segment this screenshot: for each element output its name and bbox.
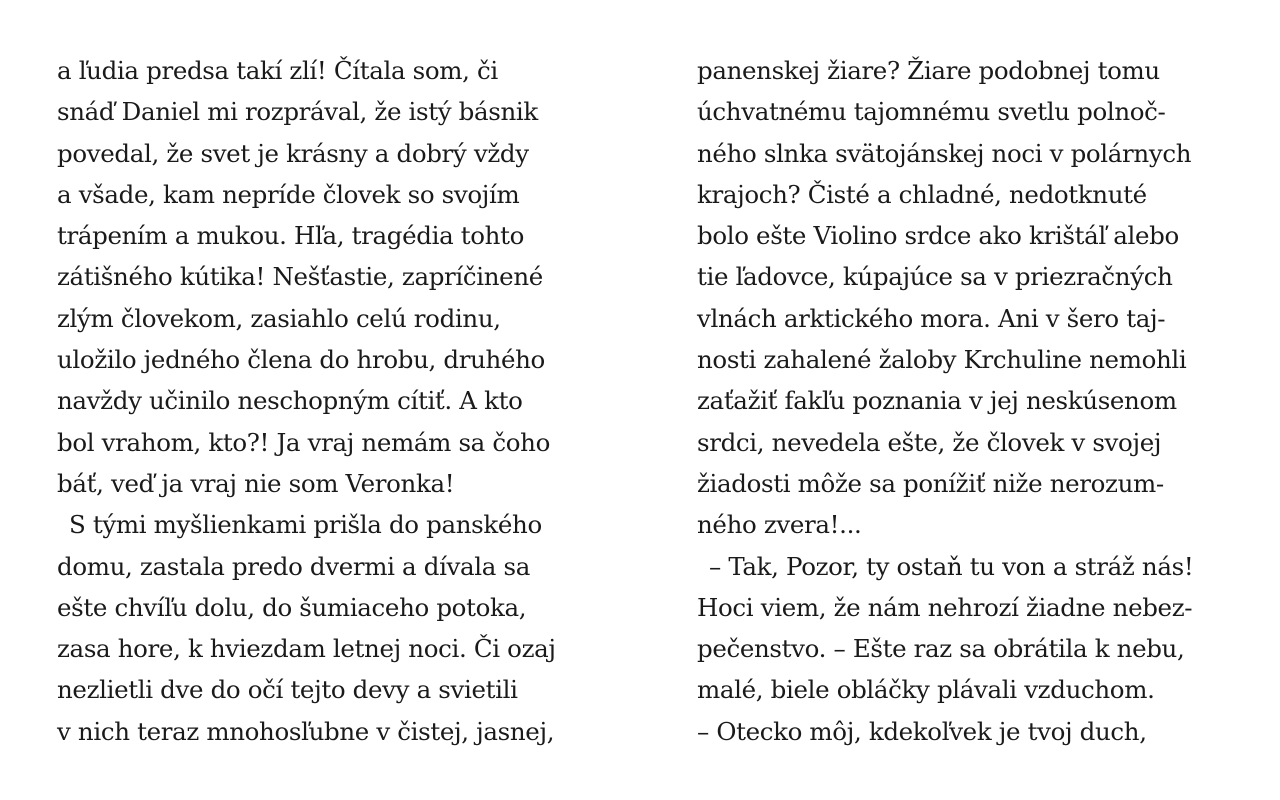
text-line: pečenstvo. – Ešte raz sa obrátila k nebu, <box>697 634 1185 664</box>
text-line: zaťažiť fakľu poznania v jej neskúsenom <box>697 386 1177 416</box>
text-line: žiadosti môže sa ponížiť niže nerozum- <box>697 468 1164 498</box>
text-line: vlnách arktického mora. Ani v šero taj- <box>697 303 1166 333</box>
text-line: srdci, nevedela ešte, že človek v svojej <box>697 427 1162 457</box>
text-line: S tými myšlienkami prišla do panského <box>69 510 542 540</box>
text-line: ného zvera!... <box>697 510 862 540</box>
text-line: ešte chvíľu dolu, do šumiaceho potoka, <box>57 592 527 622</box>
text-line: ného slnka svätojánskej noci v polárnych <box>697 138 1192 168</box>
text-line: a ľudia predsa takí zlí! Čítala som, či <box>57 56 498 85</box>
left-page <box>57 50 617 752</box>
text-line: – Otecko môj, kdekoľvek je tvoj duch, <box>697 716 1147 746</box>
text-line: snáď Daniel mi rozprával, že istý básnik <box>57 97 538 127</box>
text-line: zlým človekom, zasiahlo celú rodinu, <box>57 303 501 333</box>
text-line: navždy učinilo neschopným cítiť. A kto <box>57 386 523 416</box>
text-line: domu, zastala predo dvermi a dívala sa <box>57 551 530 581</box>
text-line: – Tak, Pozor, ty ostaň tu von a stráž nás! <box>709 551 1194 581</box>
text-line: zasa hore, k hviezdam letnej noci. Či ozaj <box>57 634 556 664</box>
text-line: trápením a mukou. Hľa, tragédia tohto <box>57 221 525 251</box>
text-line: malé, biele obláčky plávali vzduchom. <box>697 675 1155 705</box>
text-line: krajoch? Čisté a chladné, nedotknuté <box>697 179 1147 209</box>
text-line: úchvatnému tajomnému svetlu polnoč- <box>697 97 1166 127</box>
text-line: zátišného kútika! Nešťastie, zapríčinené <box>57 262 543 292</box>
text-line: bol vrahom, kto?! Ja vraj nemám sa čoho <box>57 427 550 457</box>
text-line: Hoci viem, že nám nehrozí žiadne nebez- <box>697 592 1193 622</box>
text-line: uložilo jedného člena do hrobu, druhého <box>57 345 545 375</box>
text-line: a všade, kam nepríde človek so svojím <box>57 179 520 209</box>
text-line: v nich teraz mnohosľubne v čistej, jasnej, <box>57 716 555 746</box>
text-line: panenskej žiare? Žiare podobnej tomu <box>697 56 1160 85</box>
text-line: báť, veď ja vraj nie som Veronka! <box>57 468 455 498</box>
text-line: bolo ešte Violino srdce ako krištáľ alebo <box>697 221 1179 251</box>
text-line: povedal, že svet je krásny a dobrý vždy <box>57 138 529 168</box>
text-line: tie ľadovce, kúpajúce sa v priezračných <box>697 262 1173 292</box>
text-line: nezlietli dve do očí tejto devy a svietili <box>57 675 518 705</box>
right-page <box>697 50 1257 752</box>
text-line: nosti zahalené žaloby Krchuline nemohli <box>697 345 1187 375</box>
